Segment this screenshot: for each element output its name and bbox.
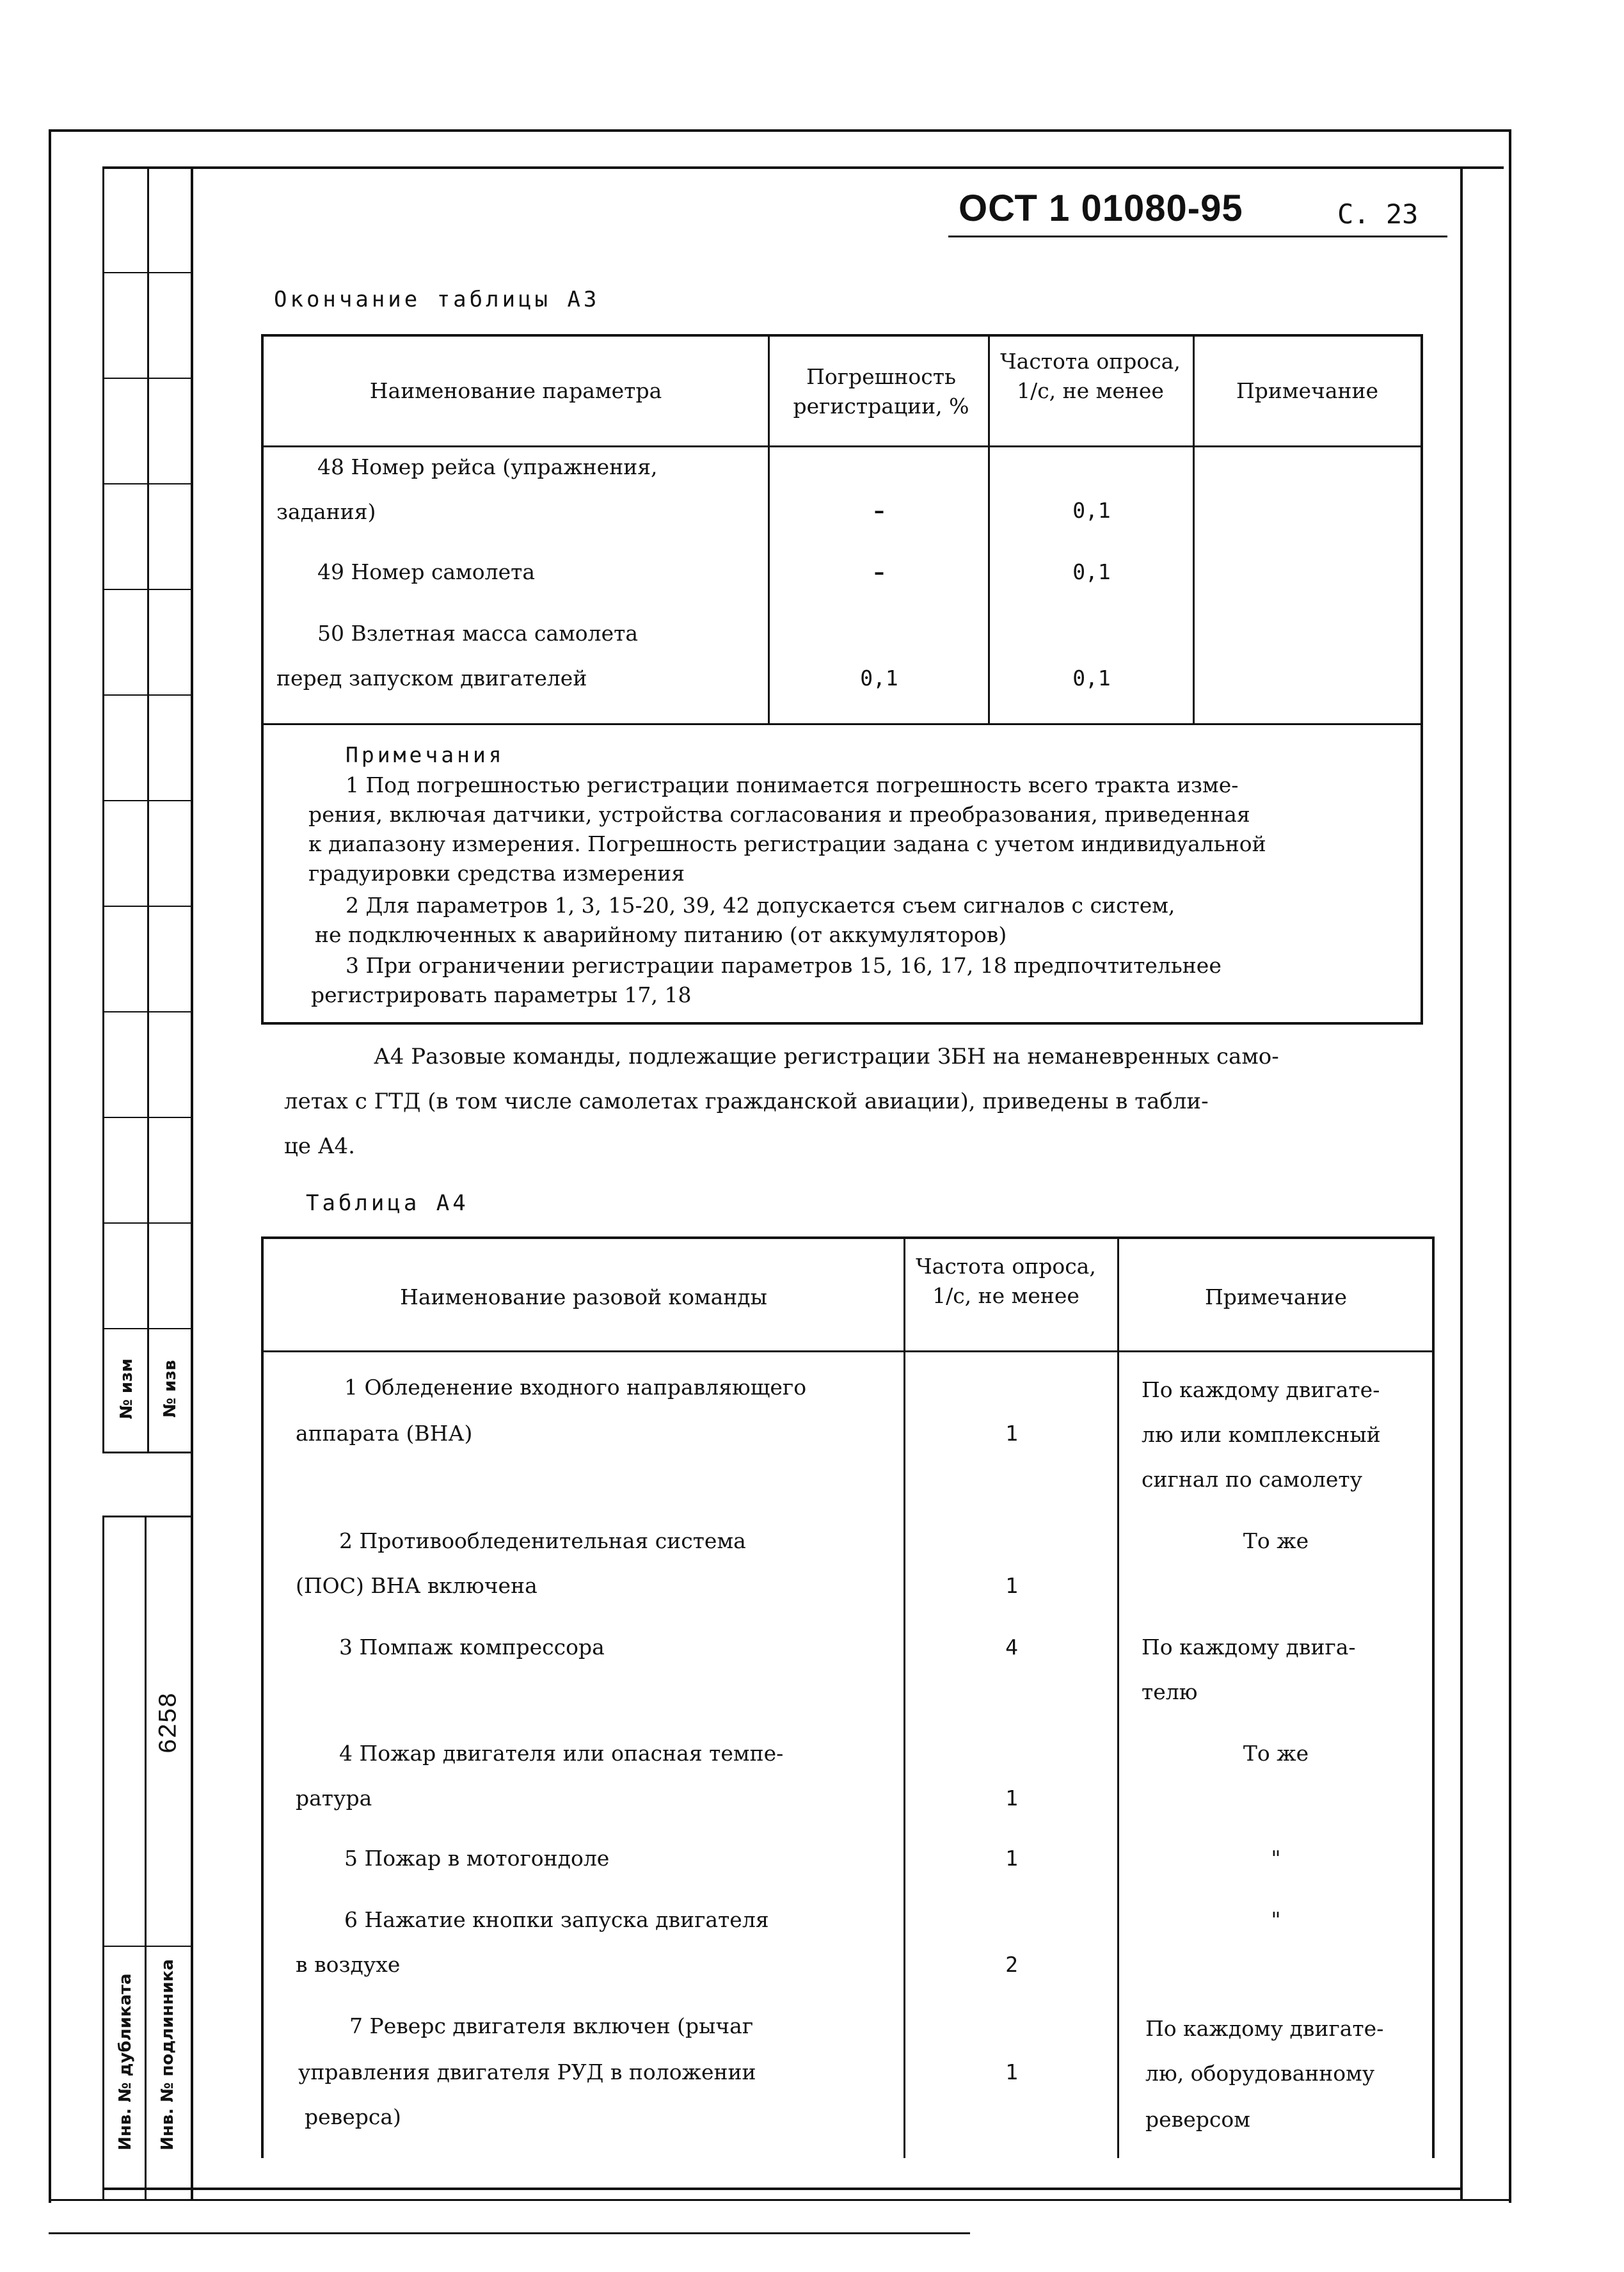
a3-note-line: не подключенных к аварийному питанию (от аккумуляторов) bbox=[315, 922, 1007, 947]
stamp-lower-mid bbox=[145, 1516, 147, 2200]
a3-row49-name-l1: 49 Номер самолета bbox=[317, 559, 536, 584]
stamp-inv-orig-value: 6258 bbox=[155, 1692, 184, 1754]
a4-header-freq: Частота опроса, 1/с, не менее bbox=[916, 1254, 1096, 1308]
stamp-col-rule-1 bbox=[102, 272, 192, 273]
a4-row-2-freq: 1 bbox=[1005, 1573, 1018, 1598]
a4-header-name: Наименование разовой команды bbox=[400, 1284, 767, 1309]
a4-row-1-l1: 1 Обледенение входного направляющего bbox=[344, 1375, 807, 1400]
table-a4-caption: Таблица А4 bbox=[306, 1190, 469, 1216]
a4-row-4-l1: 4 Пожар двигателя или опасная темпе- bbox=[339, 1741, 784, 1766]
stamp-col-rule-2 bbox=[102, 378, 192, 379]
outer-frame-right bbox=[1509, 129, 1511, 2203]
document-number: ОСТ 1 01080-95 bbox=[959, 188, 1243, 229]
a4-row-4-note: То же bbox=[1243, 1741, 1309, 1766]
a4-header-note: Примечание bbox=[1204, 1284, 1348, 1309]
a4-left bbox=[261, 1236, 264, 2158]
a3-note-line: к диапазону измерения. Погрешность регистрации задана с учетом индивидуальной bbox=[308, 831, 1266, 856]
a4-row-3-l1: 3 Помпаж компрессора bbox=[339, 1635, 605, 1660]
inner-frame-top bbox=[102, 166, 1504, 169]
a4-row-1-note-l2: лю или комплексный bbox=[1142, 1422, 1381, 1447]
a3-note-line: 2 Для параметров 1, 3, 15-20, 39, 42 допускается съем сигналов с систем, bbox=[346, 893, 1175, 918]
a3-note-line: градуировки средства измерения bbox=[308, 861, 685, 886]
a3-note-line: 3 При ограничении регистрации параметров 15, 16, 17, 18 предпочтительнее bbox=[346, 953, 1222, 978]
a4-row-7-l3: реверса) bbox=[305, 2104, 401, 2129]
stamp-lower-rule bbox=[102, 1946, 192, 1947]
stamp-col-left bbox=[102, 166, 104, 1453]
a4-top bbox=[261, 1236, 1435, 1239]
a3-row49-freq: 0,1 bbox=[1072, 559, 1111, 584]
stamp-inv-podl-label: Инв. № подлинника bbox=[158, 1959, 177, 2150]
outer-frame-top bbox=[49, 129, 1510, 132]
a4-col-2 bbox=[1117, 1236, 1119, 2158]
a4-row-2-l2: (ПОС) ВНА включена bbox=[296, 1573, 537, 1598]
a3-right bbox=[1421, 334, 1423, 1025]
a3-notes-title: Примечания bbox=[346, 742, 505, 767]
a3-header-note: Примечание bbox=[1236, 378, 1379, 403]
a4-row-6-l1: 6 Нажатие кнопки запуска двигателя bbox=[344, 1907, 769, 1932]
scan-bottom-line bbox=[49, 2232, 970, 2234]
a4-row-5-l1: 5 Пожар в мотогондоле bbox=[344, 1846, 610, 1871]
a4-row-7-l1: 7 Реверс двигателя включен (рычаг bbox=[349, 2013, 754, 2038]
page-number: С. 23 bbox=[1337, 198, 1419, 230]
header-underline bbox=[948, 236, 1447, 237]
a3-row48-name-l1: 48 Номер рейса (упражнения, bbox=[317, 454, 658, 479]
a4-row-1-note-l3: сигнал по самолету bbox=[1142, 1467, 1363, 1492]
stamp-col-rule-4 bbox=[102, 589, 192, 590]
a3-note-line: 1 Под погрешностью регистрации понимается погрешность всего тракта изме- bbox=[346, 772, 1239, 797]
stamp-col-rule-3 bbox=[102, 483, 192, 484]
a3-bottom bbox=[261, 1022, 1423, 1025]
a4-row-5-note: " bbox=[1271, 1846, 1281, 1871]
a3-note-line: регистрировать параметры 17, 18 bbox=[311, 982, 692, 1007]
a4-row-2-note: То же bbox=[1243, 1528, 1309, 1553]
a3-body-bottom bbox=[261, 723, 1423, 725]
stamp-lower-top bbox=[102, 1516, 192, 1517]
a4-row-3-note-l2: телю bbox=[1142, 1679, 1198, 1704]
a3-col-2 bbox=[988, 334, 990, 724]
a3-header-error: Погрешность регистрации, % bbox=[793, 364, 969, 419]
a4-row-3-note-l1: По каждому двига- bbox=[1142, 1635, 1356, 1660]
a4-row-7-note-l3: реверсом bbox=[1145, 2107, 1250, 2132]
a3-row49-error: – bbox=[873, 559, 885, 584]
paragraph-line-2: летах с ГТД (в том числе самолетах гражданской авиации), приведены в табли- bbox=[284, 1089, 1209, 1114]
table-a3-caption: Окончание таблицы А3 bbox=[274, 287, 600, 312]
a3-header-name: Наименование параметра bbox=[369, 378, 662, 403]
a4-row-5-freq: 1 bbox=[1005, 1846, 1018, 1871]
a4-row-2-l1: 2 Противообледенительная система bbox=[339, 1528, 746, 1553]
stamp-inv-dubl-label: Инв. № дубликата bbox=[116, 1973, 135, 2150]
a4-col-1 bbox=[904, 1236, 905, 2158]
a3-header-bottom bbox=[261, 445, 1423, 447]
stamp-col-rule-9 bbox=[102, 1117, 192, 1118]
stamp-col-rule-12 bbox=[102, 1452, 192, 1453]
stamp-col-mid bbox=[147, 166, 149, 1453]
paragraph-line-3: це А4. bbox=[284, 1133, 355, 1159]
a3-col-1 bbox=[768, 334, 770, 724]
outer-frame-left bbox=[49, 129, 51, 2203]
a3-left bbox=[261, 334, 264, 1025]
stamp-col-rule-7 bbox=[102, 906, 192, 907]
a4-row-7-l2: управления двигателя РУД в положении bbox=[298, 2060, 756, 2084]
a4-row-6-l2: в воздухе bbox=[296, 1952, 401, 1977]
a3-row50-error: 0,1 bbox=[860, 666, 898, 691]
a4-right bbox=[1432, 1236, 1435, 2158]
a3-note-line: рения, включая датчики, устройства согласования и преобразования, приведенная bbox=[308, 802, 1250, 827]
stamp-izv-label: № изв bbox=[161, 1359, 180, 1418]
a4-row-6-note: " bbox=[1271, 1907, 1281, 1932]
a3-row48-name-l2: задания) bbox=[276, 499, 376, 524]
a4-row-3-freq: 4 bbox=[1005, 1635, 1018, 1660]
a4-row-7-note-l2: лю, оборудованному bbox=[1145, 2061, 1375, 2086]
stamp-lower-left bbox=[102, 1516, 104, 2200]
a4-row-4-freq: 1 bbox=[1005, 1786, 1018, 1811]
a3-row50-name-l1: 50 Взлетная масса самолета bbox=[317, 621, 639, 646]
a3-row48-freq: 0,1 bbox=[1072, 498, 1111, 523]
a4-row-1-note-l1: По каждому двигате- bbox=[1142, 1377, 1380, 1402]
stamp-col-rule-11 bbox=[102, 1328, 192, 1329]
a4-row-1-freq: 1 bbox=[1005, 1421, 1018, 1446]
a4-row-1-l2: аппарата (ВНА) bbox=[296, 1421, 473, 1446]
inner-frame-bottom bbox=[102, 2188, 1463, 2190]
inner-frame-right bbox=[1460, 166, 1463, 2199]
a4-row-4-l2: ратура bbox=[296, 1786, 372, 1811]
a4-header-bottom bbox=[261, 1350, 1435, 1352]
a3-top bbox=[261, 334, 1423, 337]
a4-row-7-freq: 1 bbox=[1005, 2060, 1018, 2084]
a3-header-freq: Частота опроса, 1/с, не менее bbox=[1000, 349, 1181, 403]
outer-frame-bottom bbox=[51, 2199, 1510, 2201]
stamp-col-rule-10 bbox=[102, 1222, 192, 1224]
a3-row50-name-l2: перед запуском двигателей bbox=[276, 666, 587, 691]
stamp-col-rule-5 bbox=[102, 694, 192, 696]
inner-frame-left bbox=[191, 166, 193, 2199]
stamp-col-rule-8 bbox=[102, 1011, 192, 1012]
a4-row-6-freq: 2 bbox=[1005, 1952, 1018, 1977]
stamp-col-rule-6 bbox=[102, 800, 192, 801]
a3-row50-freq: 0,1 bbox=[1072, 666, 1111, 691]
paragraph-line-1: А4 Разовые команды, подлежащие регистрации ЗБН на неманевренных само- bbox=[374, 1044, 1279, 1069]
a4-row-7-note-l1: По каждому двигате- bbox=[1145, 2016, 1384, 2041]
a3-row48-error: – bbox=[873, 498, 885, 523]
stamp-izm-label: № изм bbox=[117, 1358, 136, 1420]
